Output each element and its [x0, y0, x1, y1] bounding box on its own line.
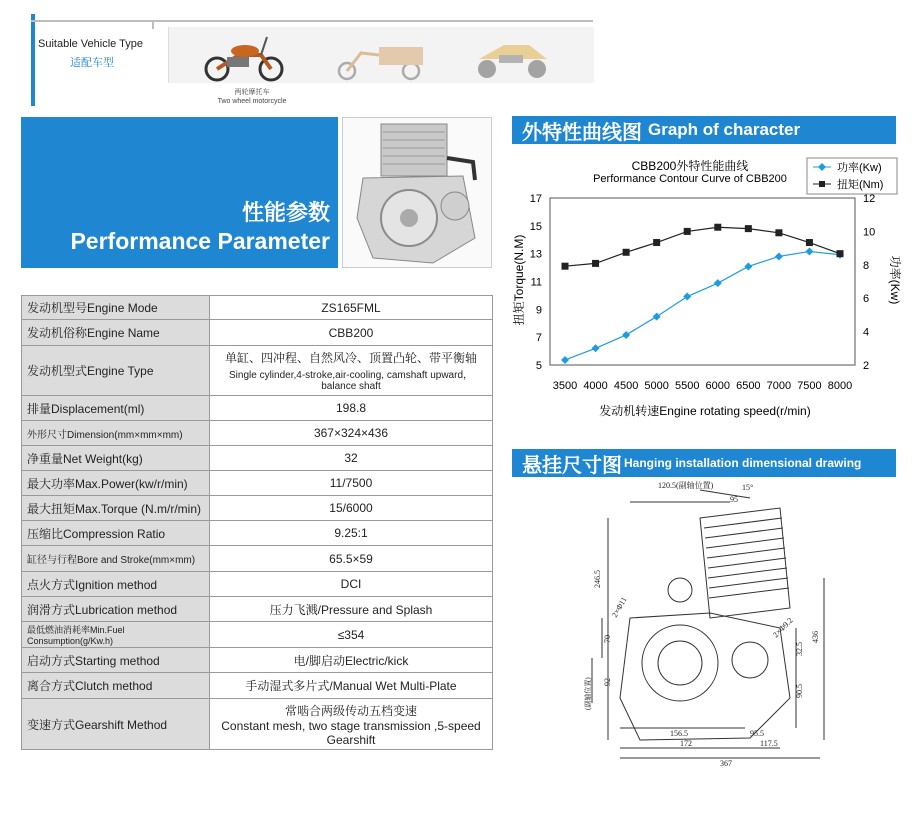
x-tick: 4500: [613, 380, 639, 392]
dim-label: 120.5(副轴位置): [658, 481, 714, 490]
dim-label: 156.5: [670, 729, 688, 738]
dim-label: 90.5: [795, 684, 804, 698]
dim-label: 95.5: [750, 729, 764, 738]
torque-point: [775, 229, 782, 236]
spec-label: 排量Displacement(ml): [22, 396, 210, 421]
power-point: [561, 356, 569, 364]
table-row: [22, 421, 493, 446]
table-row: [22, 320, 493, 346]
power-point: [653, 313, 661, 321]
crankcase-outline: [620, 613, 790, 740]
chart-title: CBB200外特性能曲线: [631, 159, 749, 173]
tricycle-image: [339, 47, 423, 79]
engine-type-en: Single cylinder,4-stroke,air-cooling, camshaft upward，balance shaft: [229, 370, 473, 392]
spec-value: ≤354: [210, 622, 493, 648]
table-row: [22, 396, 493, 421]
spec-label: 最大功率Max.Power(kw/r/min): [22, 471, 210, 496]
x-tick: 5000: [644, 380, 669, 392]
spec-value: 压力飞溅/Pressure and Splash: [210, 597, 493, 622]
y-tick-left: 11: [530, 276, 542, 289]
torque-point: [745, 225, 752, 232]
torque-point: [562, 263, 569, 270]
torque-point: [684, 228, 691, 235]
y-tick-left: 15: [529, 220, 542, 233]
spec-value: 367×324×436: [210, 421, 493, 446]
spec-label: 点火方式Ignition method: [22, 572, 210, 597]
graph-title-cn: 外特性曲线图: [522, 121, 642, 144]
engine-photo: [342, 117, 492, 268]
header-rule: [31, 20, 593, 22]
spec-label: 外形尺寸Dimension(mm×mm×mm): [22, 421, 210, 446]
y-tick-right: 6: [863, 293, 870, 306]
spec-value: 15/6000: [210, 496, 493, 521]
spec-value: 9.25:1: [210, 521, 493, 546]
table-row: [22, 673, 493, 699]
spec-label: 缸径与行程Bore and Stroke(mm×mm): [22, 546, 210, 572]
y-tick-left: 7: [535, 332, 542, 345]
y-tick-right: 2: [863, 360, 870, 372]
torque-point: [623, 249, 630, 256]
y-tick-left: 13: [529, 248, 542, 261]
gearshift-en: Constant mesh, two stage transmission ,5-speed Gearshift: [221, 718, 481, 747]
graph-title-en: Graph of character: [648, 120, 801, 139]
vehicle-images: [168, 27, 594, 83]
spec-value: 198.8: [210, 396, 493, 421]
table-row: [22, 346, 493, 396]
series-line-0: [565, 251, 840, 360]
spec-label: 压缩比Compression Ratio: [22, 521, 210, 546]
vehicle-caption-cn: 两轮摩托车: [234, 89, 270, 96]
table-row: [22, 521, 493, 546]
table-row: [22, 496, 493, 521]
spec-value: 32: [210, 446, 493, 471]
spec-label: 离合方式Clutch method: [22, 673, 210, 699]
dim-label: 92: [603, 678, 612, 686]
hanging-section-header: [512, 449, 896, 477]
performance-title-en: Performance Parameter: [70, 228, 330, 254]
hanging-title-en: Hanging installation dimensional drawing: [624, 456, 862, 470]
spec-value: CBB200: [210, 320, 493, 346]
vehicle-illustrations: [169, 27, 594, 83]
table-row: [22, 699, 493, 750]
x-tick: 5500: [674, 380, 700, 392]
spec-label: 发动机型号Engine Mode: [22, 296, 210, 320]
spec-value: ZS165FML: [210, 296, 493, 320]
table-row: [22, 572, 493, 597]
series-line-1: [565, 227, 840, 266]
cylinder-fins: [700, 508, 790, 618]
spec-label: 发动机俗称Engine Name: [22, 320, 210, 346]
dimension-drawing: [580, 478, 840, 768]
vehicle-caption: [212, 88, 292, 106]
dim-label: 117.5: [760, 739, 778, 748]
dim-label: (副轴位置): [584, 677, 592, 710]
spec-table: [21, 295, 493, 750]
spec-value: [210, 699, 493, 750]
spec-value: 11/7500: [210, 471, 493, 496]
torque-point: [592, 260, 599, 267]
vehicle-type-title: Suitable Vehicle Type: [38, 38, 143, 50]
power-point: [683, 293, 691, 301]
x-tick: 3500: [552, 380, 578, 392]
spec-value: 65.5×59: [210, 546, 493, 572]
table-row: [22, 622, 493, 648]
power-point: [592, 344, 600, 352]
spec-label: 启动方式Starting method: [22, 648, 210, 673]
table-row: [22, 546, 493, 572]
motorcycle-image: [206, 37, 282, 80]
graph-section-header: [512, 116, 896, 144]
dim-label: 70: [603, 635, 612, 643]
dim-label: 2×Φ11: [609, 595, 629, 619]
table-row: [22, 597, 493, 622]
chart-ylabel-right: 功率(Kw): [888, 255, 902, 305]
chart-xlabel: 发动机转速Engine rotating speed(r/min): [599, 404, 811, 418]
spec-value: 电/脚启动Electric/kick: [210, 648, 493, 673]
hanging-title-cn: 悬挂尺寸图: [522, 454, 622, 477]
power-point: [805, 247, 813, 255]
y-tick-right: 4: [863, 326, 870, 339]
spec-value: [210, 346, 493, 396]
dim-label: 172: [680, 739, 692, 748]
legend-torque: 扭矩(Nm): [837, 179, 884, 191]
vehicle-caption-en: Two wheel motorcycle: [217, 98, 287, 105]
dim-label: 367: [720, 759, 732, 768]
power-point: [744, 262, 752, 270]
y-tick-right: 10: [863, 226, 876, 239]
spec-label: 发动机型式Engine Type: [22, 346, 210, 396]
torque-point: [806, 239, 813, 246]
torque-point: [837, 250, 844, 257]
dim-label: 32.5: [795, 642, 804, 656]
chart-ylabel-left: 扭矩Torque(N.M): [512, 234, 526, 326]
torque-point: [714, 224, 721, 231]
gearshift-cn: 常啮合两级传动五档变速: [284, 703, 417, 718]
engine-illustration: [343, 118, 491, 267]
x-tick: 8000: [827, 380, 853, 392]
x-tick: 7500: [797, 380, 822, 392]
y-tick-left: 17: [529, 193, 542, 205]
plot-area: [550, 198, 855, 365]
y-tick-right: 8: [863, 259, 870, 272]
spec-label: 变速方式Gearshift Method: [22, 699, 210, 750]
legend-torque-marker: [819, 181, 825, 187]
legend-power: 功率(Kw): [837, 162, 882, 174]
performance-title-cn: 性能参数: [241, 200, 330, 225]
dim-label: 2×Φ9.2: [771, 615, 795, 640]
table-row: [22, 296, 493, 320]
dim-label: 436: [811, 631, 820, 643]
y-tick-left: 9: [535, 304, 542, 317]
chart-subtitle: Performance Contour Curve of CBB200: [593, 173, 787, 185]
atv-image: [478, 45, 547, 78]
spec-value: 手动湿式多片式/Manual Wet Multi-Plate: [210, 673, 493, 699]
y-tick-left: 5: [535, 360, 542, 372]
power-point: [775, 252, 783, 260]
dim-label: 246.5: [593, 570, 602, 588]
header-tick: [152, 20, 154, 29]
torque-point: [653, 239, 660, 246]
performance-chart: [505, 150, 905, 430]
y-tick-right: 12: [863, 193, 876, 205]
dim-label: 15°: [742, 483, 754, 492]
table-row: [22, 446, 493, 471]
spec-label: 净重量Net Weight(kg): [22, 446, 210, 471]
x-tick: 6000: [705, 380, 731, 392]
x-tick: 7000: [766, 380, 792, 392]
x-tick: 4000: [583, 380, 608, 392]
chart-legend: [807, 158, 897, 194]
table-row: [22, 471, 493, 496]
x-tick: 6500: [736, 380, 761, 392]
power-point: [714, 279, 722, 287]
spec-label: 润滑方式Lubrication method: [22, 597, 210, 622]
dim-label: 95: [730, 495, 738, 504]
spec-label: 最低燃油消耗率Min.Fuel Consumption(g/Kw.h): [22, 622, 210, 648]
spec-value: DCI: [210, 572, 493, 597]
power-point: [622, 331, 630, 339]
vehicle-type-title-cn: 适配车型: [70, 57, 114, 69]
engine-type-cn: 单缸、四冲程、自然风冷、顶置凸轮、带平衡轴: [224, 351, 477, 365]
header-accent-bar: [31, 14, 35, 106]
spec-label: 最大扭矩Max.Torque (N.m/r/min): [22, 496, 210, 521]
table-row: [22, 648, 493, 673]
